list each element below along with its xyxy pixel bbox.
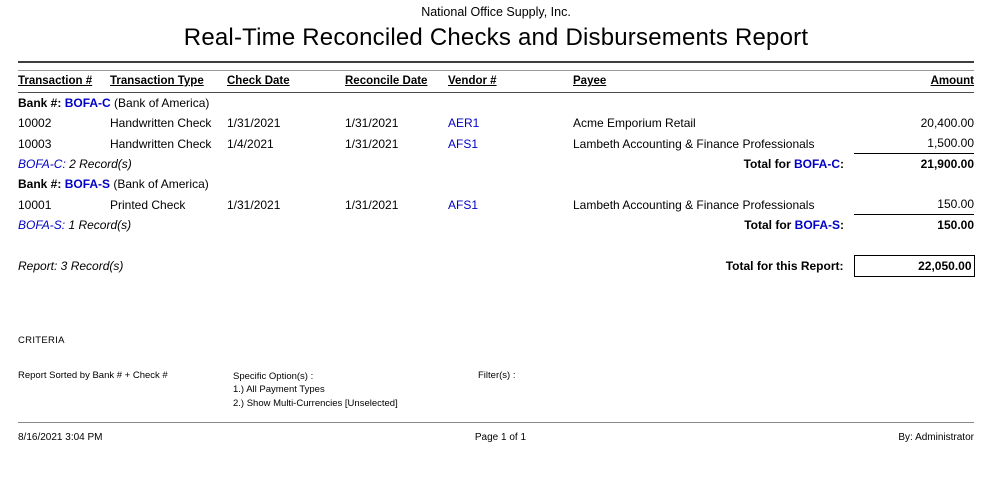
checks-table (18, 70, 975, 277)
group-total-label (744, 218, 844, 232)
cell-transaction-type: Printed Check (110, 197, 186, 212)
company-name: National Office Supply, Inc. (421, 5, 571, 19)
cell-amount: 1,500.00 (927, 136, 974, 150)
group-total-label-code: BOFA-S (794, 218, 840, 232)
group-subtotal-left-cell (18, 154, 854, 175)
group-subtotal-row (18, 215, 974, 236)
group-record-count-code: BOFA-C: (18, 157, 66, 171)
report-total-row (18, 255, 974, 276)
bank-name: (Bank of America) (110, 96, 210, 110)
vendor-link[interactable]: AFS1 (448, 136, 479, 151)
group-total-label-prefix: Total for (743, 157, 794, 171)
col-header-transaction-number: Transaction # (18, 71, 110, 93)
criteria-option: 2.) Show Multi-Currencies [Unselected] (233, 398, 398, 410)
cell-transaction-type: Handwritten Check (110, 136, 212, 151)
table-row (18, 133, 974, 154)
col-header-reconcile-date: Reconcile Date (345, 71, 448, 93)
bank-code-link[interactable]: BOFA-C (64, 96, 111, 110)
report-total-amount: 22,050.00 (854, 255, 974, 276)
col-header-payee: Payee (573, 71, 854, 93)
cell-transaction-number: 10002 (18, 116, 52, 130)
bank-group-header-cell (18, 174, 974, 194)
group-record-count (18, 218, 131, 232)
cell-payee: Lambeth Accounting & Finance Professionals (573, 197, 815, 212)
cell-vendor-number (448, 113, 573, 133)
cell-amount: 20,400.00 (920, 116, 974, 130)
criteria-sort-description: Report Sorted by Bank # + Check # (18, 369, 168, 381)
group-total-label-suffix: : (840, 218, 844, 232)
cell-payee: Acme Emporium Retail (573, 116, 696, 130)
table-row (18, 113, 974, 133)
col-header-amount: Amount (854, 71, 974, 93)
criteria-option: 1.) All Payment Types (233, 384, 325, 396)
group-record-count-code: BOFA-S: (18, 218, 66, 232)
cell-transaction-type: Handwritten Check (110, 116, 212, 130)
report-record-count: Report: 3 Record(s) (18, 259, 124, 273)
group-total-label-prefix: Total for (744, 218, 795, 232)
cell-reconcile-date: 1/31/2021 (345, 136, 399, 151)
report-footer (18, 422, 974, 443)
bank-group-header (18, 174, 974, 194)
group-record-count-text: 1 Record(s) (65, 218, 132, 232)
table-row (18, 194, 974, 215)
report-total-left-cell (18, 255, 854, 276)
col-header-transaction-type: Transaction Type (110, 71, 227, 93)
group-total-amount: 150.00 (854, 215, 974, 236)
page-title: Real-Time Reconciled Checks and Disbursements Report (183, 24, 809, 51)
cell-vendor-number (448, 133, 573, 154)
group-record-count (18, 157, 132, 171)
group-subtotal-row (18, 154, 974, 175)
spacer-row (18, 235, 974, 255)
criteria-options (233, 370, 478, 411)
col-header-check-date: Check Date (227, 71, 345, 93)
cell-reconcile-date: 1/31/2021 (345, 116, 399, 130)
group-total-amount: 21,900.00 (854, 154, 974, 175)
cell-transaction-number: 10003 (18, 136, 52, 151)
cell-reconcile-date: 1/31/2021 (345, 197, 399, 212)
bank-group-header (18, 93, 974, 114)
group-subtotal-left-cell (18, 215, 854, 236)
cell-vendor-number (448, 194, 573, 215)
group-total-label (744, 157, 844, 171)
cell-check-date: 1/31/2021 (227, 197, 281, 212)
cell-payee: Lambeth Accounting & Finance Professionals (573, 136, 815, 151)
bank-code-link[interactable]: BOFA-S (64, 177, 111, 191)
group-total-label-suffix: : (840, 157, 844, 171)
footer-datetime: 8/16/2021 3:04 PM (18, 432, 103, 443)
footer-user: By: Administrator (898, 432, 974, 443)
cell-check-date: 1/31/2021 (227, 116, 281, 130)
bank-group-header-cell (18, 93, 974, 114)
bank-name: (Bank of America) (110, 177, 209, 191)
group-total-label-code: BOFA-C (794, 157, 840, 171)
criteria-options-title: Specific Option(s) : (233, 370, 314, 382)
bank-label: Bank #: (18, 96, 65, 110)
criteria-heading: CRITERIA (18, 334, 65, 346)
footer-page-number: Page 1 of 1 (474, 432, 527, 443)
vendor-link[interactable]: AER1 (448, 116, 480, 130)
vendor-link[interactable]: AFS1 (448, 197, 479, 212)
criteria-section (18, 335, 974, 411)
criteria-filters-label: Filter(s) : (478, 369, 516, 381)
table-header-row (18, 71, 974, 93)
group-record-count-text: 2 Record(s) (65, 157, 132, 171)
title-divider (18, 61, 974, 63)
cell-amount: 150.00 (937, 197, 974, 211)
report-total-label: Total for this Report: (725, 259, 844, 273)
col-header-vendor-number: Vendor # (448, 71, 573, 93)
cell-transaction-number: 10001 (18, 197, 52, 212)
bank-label: Bank #: (18, 177, 65, 191)
cell-check-date: 1/4/2021 (227, 136, 274, 151)
